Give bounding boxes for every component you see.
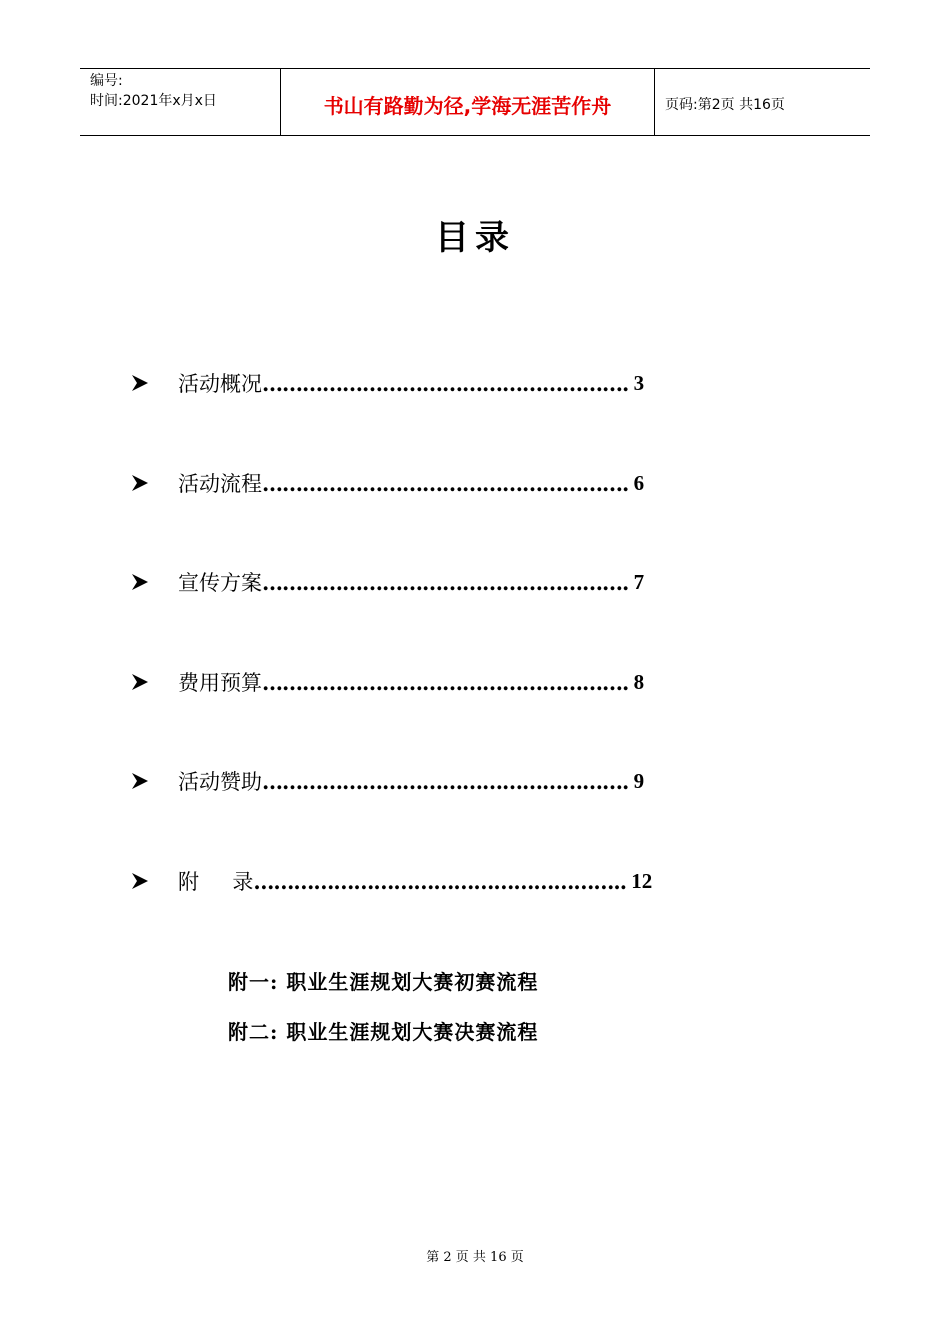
header-motto: 书山有路勤为径,学海无涯苦作舟 bbox=[281, 69, 655, 135]
toc-item[interactable] bbox=[130, 865, 652, 897]
number-label: 编号: bbox=[90, 73, 123, 89]
toc-label: 宣传方案 bbox=[178, 571, 262, 595]
arrow-bullet-icon bbox=[130, 473, 150, 493]
toc-label: 活动赞助 bbox=[178, 770, 262, 794]
toc-page-number: 8 bbox=[628, 669, 645, 694]
toc-leader-dots: ………………………………………………. bbox=[262, 370, 629, 396]
toc-page-number: 12 bbox=[626, 868, 653, 893]
toc-item[interactable] bbox=[130, 467, 644, 499]
header-meta bbox=[80, 69, 281, 135]
appendix-item-1: 附一: 职业生涯规划大赛初赛流程 bbox=[228, 970, 539, 994]
page-footer: 第 2 页 共 16 页 bbox=[426, 1250, 524, 1265]
toc-label: 活动流程 bbox=[178, 472, 262, 496]
toc-leader-dots: ………………………………………………. bbox=[262, 470, 629, 496]
arrow-bullet-icon bbox=[130, 871, 150, 891]
appendix-item-2: 附二: 职业生涯规划大赛决赛流程 bbox=[228, 1020, 539, 1044]
time-label: 时间:2021年x月x日 bbox=[90, 93, 217, 109]
toc-item[interactable] bbox=[130, 666, 644, 698]
toc-label: 活动概况 bbox=[178, 372, 262, 396]
page-title: 目录 bbox=[435, 218, 515, 258]
toc-item[interactable] bbox=[130, 765, 644, 797]
header-page-label: 页码:第2页 共16页 bbox=[665, 97, 785, 113]
toc-leader-dots: ………………………………………………. bbox=[262, 768, 629, 794]
toc-page-number: 6 bbox=[628, 470, 645, 495]
arrow-bullet-icon bbox=[130, 672, 150, 692]
toc-label: 费用预算 bbox=[178, 671, 262, 695]
arrow-bullet-icon bbox=[130, 373, 150, 393]
toc-page-number: 9 bbox=[628, 768, 645, 793]
toc-leader-dots: ……………………………………………….. bbox=[253, 868, 627, 894]
toc-leader-dots: ………………………………………………. bbox=[262, 569, 629, 595]
page-header bbox=[80, 68, 870, 136]
arrow-bullet-icon bbox=[130, 771, 150, 791]
toc-item[interactable] bbox=[130, 367, 644, 399]
toc-page-number: 7 bbox=[628, 569, 645, 594]
arrow-bullet-icon bbox=[130, 572, 150, 592]
toc-page-number: 3 bbox=[628, 370, 645, 395]
toc-item[interactable] bbox=[130, 566, 644, 598]
toc-leader-dots: ………………………………………………. bbox=[262, 669, 629, 695]
toc-label: 附 录 bbox=[178, 870, 254, 894]
